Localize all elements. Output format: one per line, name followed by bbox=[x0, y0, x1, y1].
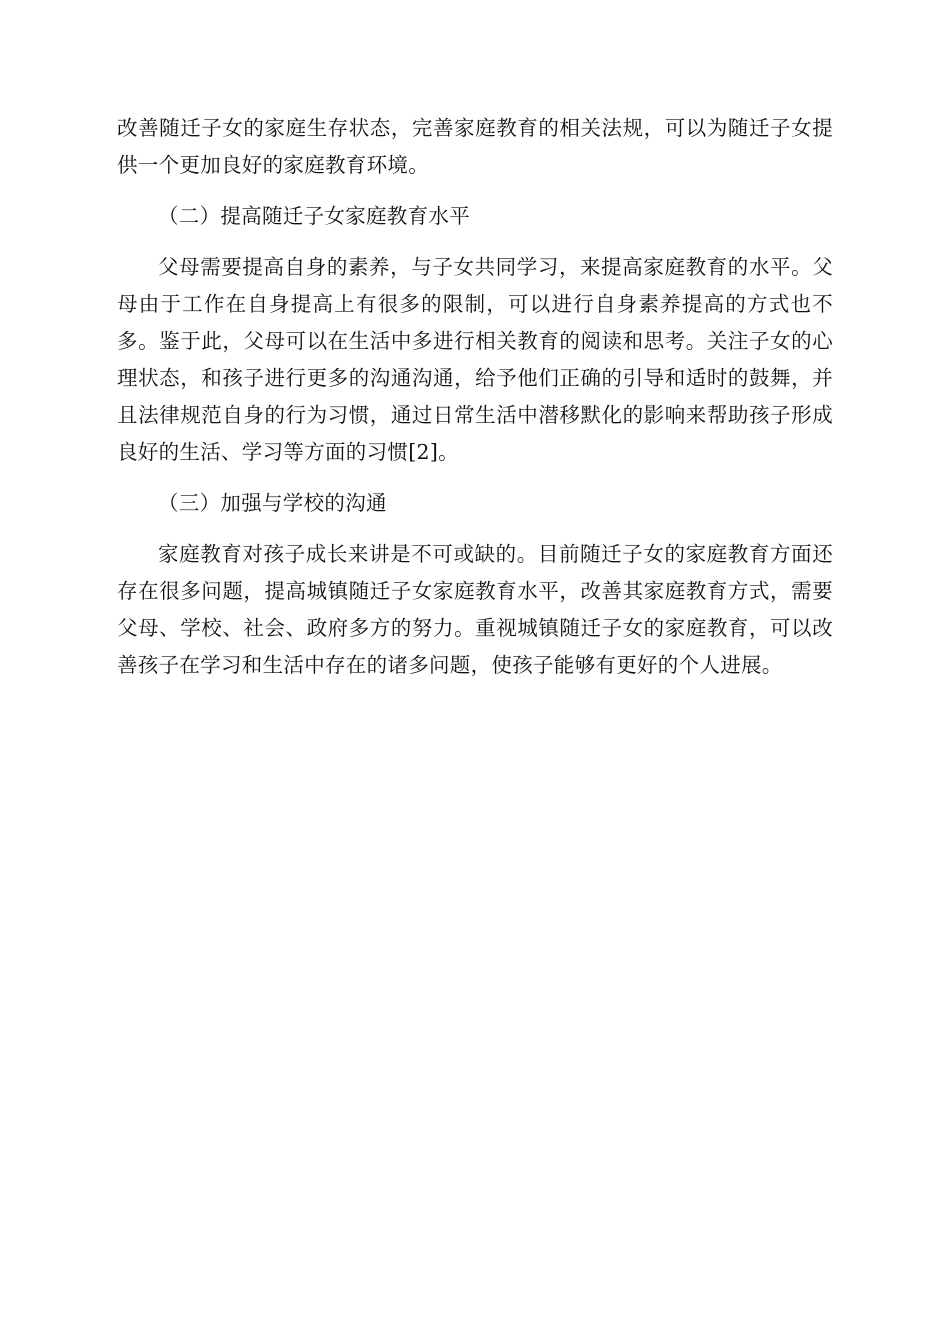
section-heading-3: （三）加强与学校的沟通 bbox=[158, 491, 387, 515]
paragraph-section-3: 家庭教育对孩子成长来讲是不可或缺的。目前随迁子女的家庭教育方面还存在很多问题，提高城镇随迁子女家庭教育水平，改善其家庭教育方式，需要父母、学校、社会、政府多方的努力。重视城镇随迁子女的家庭教育，可以改善孩子在学习和生活中存在的诸多问题，使孩子能够有更好的个人进展。 bbox=[117, 542, 833, 677]
paragraph-intro: 改善随迁子女的家庭生存状态，完善家庭教育的相关法规，可以为随迁子女提供一个更加良好的家庭教育环境。 bbox=[117, 116, 833, 177]
paragraph-section-2: 父母需要提高自身的素养，与子女共同学习，来提高家庭教育的水平。父母由于工作在自身提高上有很多的限制，可以进行自身素养提高的方式也不多。鉴于此，父母可以在生活中多进行相关教育的阅读和思考。关注子女的心理状态，和孩子进行更多的沟通沟通，给予他们正确的引导和适时的鼓舞，并且法律规范自身的行为习惯，通过日常生活中潜移默化的影响来帮助孩子形成良好的生活、学习等方面的习惯[2]。 bbox=[117, 255, 833, 464]
section-heading-2: （二）提高随迁子女家庭教育水平 bbox=[158, 204, 470, 228]
document-body bbox=[117, 110, 833, 684]
